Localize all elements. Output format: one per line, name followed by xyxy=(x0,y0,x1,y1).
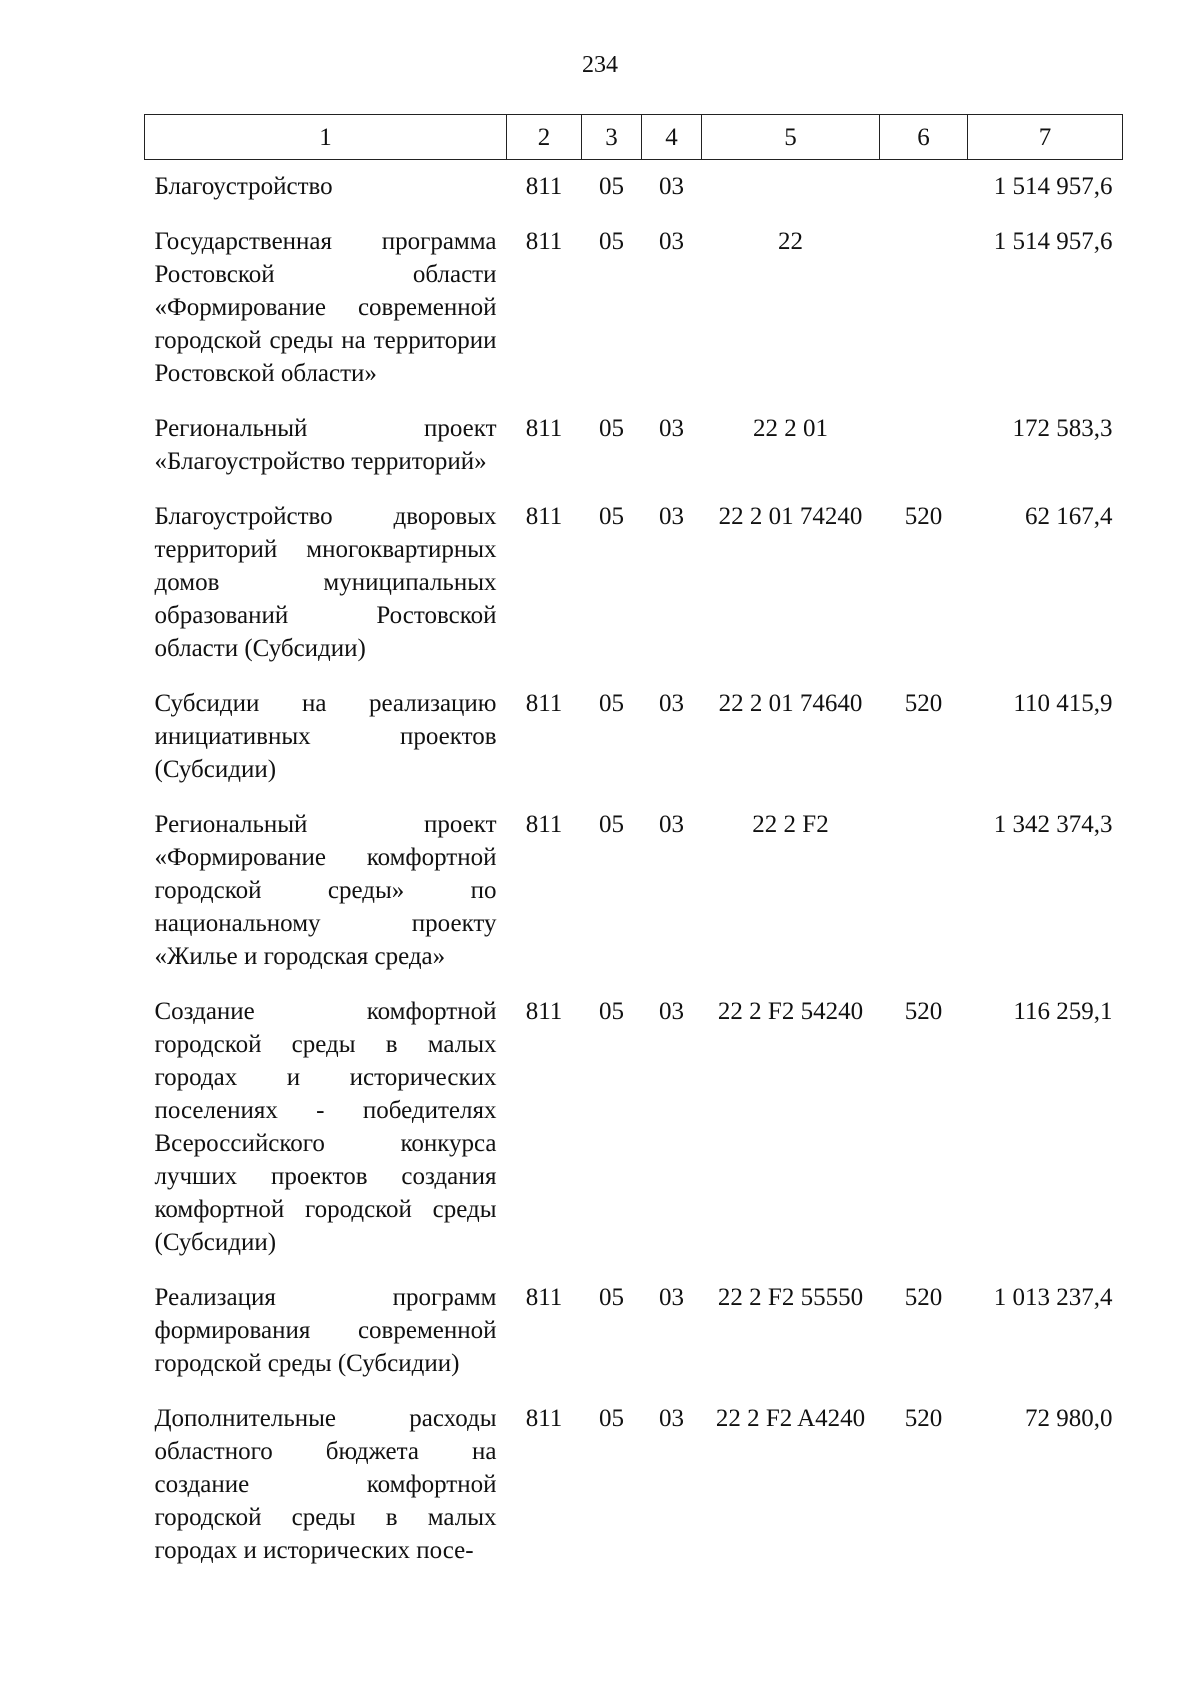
row-ministry-code: 811 xyxy=(525,1284,563,1311)
row-ministry-code: 811 xyxy=(525,690,563,717)
table-row xyxy=(145,402,1123,490)
header-col-6: 6 xyxy=(880,115,968,160)
table-body xyxy=(145,160,1123,1580)
table-row xyxy=(145,1392,1123,1579)
header-col-1: 1 xyxy=(145,115,507,160)
row-name-cell: Дополнительные расходы областного бюджета на создание комфортной городской среды в малых городах и исторических посе- xyxy=(154,1405,497,1564)
row-subsection-code: 03 xyxy=(659,173,684,200)
row-amount: 116 259,1 xyxy=(1013,998,1113,1025)
row-expense-type: 520 xyxy=(904,1284,943,1311)
row-ministry-code: 811 xyxy=(525,173,563,200)
row-amount: 110 415,9 xyxy=(1013,690,1113,717)
row-expense-type xyxy=(880,160,968,216)
row-amount: 62 167,4 xyxy=(1025,503,1113,530)
row-name-cell: Реализация программ формирования современной городской среды (Субсидии) xyxy=(154,1284,497,1377)
row-subsection-code: 03 xyxy=(659,503,684,530)
row-section-code: 05 xyxy=(599,415,624,442)
row-amount: 72 980,0 xyxy=(1025,1405,1113,1432)
header-col-7: 7 xyxy=(968,115,1123,160)
row-name-cell: Благоустройство xyxy=(154,173,333,200)
table-row xyxy=(145,677,1123,798)
row-section-code: 05 xyxy=(599,228,624,255)
row-expense-type: 520 xyxy=(904,503,943,530)
row-expense-type xyxy=(880,798,968,985)
row-subsection-code: 03 xyxy=(659,811,684,838)
row-name-cell: Государственная программа Ростовской области «Формирование современной городской среды на территории Ростовской области» xyxy=(154,228,497,387)
row-target-article xyxy=(702,160,880,216)
row-expense-type xyxy=(880,215,968,402)
row-section-code: 05 xyxy=(599,1405,624,1432)
row-name-cell: Региональный проект «Благоустройство территорий» xyxy=(154,415,497,475)
row-name-cell: Благоустройство дворовых территорий многоквартирных домов муниципальных образований Ростовской области (Субсидии) xyxy=(154,503,497,662)
budget-table xyxy=(144,114,1123,1579)
row-section-code: 05 xyxy=(599,503,624,530)
row-name-cell: Субсидии на реализацию инициативных проектов (Субсидии) xyxy=(154,690,497,783)
row-target-article: 22 xyxy=(778,228,803,255)
row-subsection-code: 03 xyxy=(659,1405,684,1432)
row-amount: 1 013 237,4 xyxy=(993,1284,1113,1311)
page-number: 234 xyxy=(582,52,618,78)
row-ministry-code: 811 xyxy=(525,228,563,255)
table-row xyxy=(145,1271,1123,1392)
row-ministry-code: 811 xyxy=(525,415,563,442)
row-target-article: 22 2 01 74640 xyxy=(718,690,863,717)
table-row xyxy=(145,490,1123,677)
row-expense-type: 520 xyxy=(904,690,943,717)
table-row xyxy=(145,798,1123,985)
row-target-article: 22 2 F2 xyxy=(752,811,829,838)
table-row xyxy=(145,985,1123,1271)
row-subsection-code: 03 xyxy=(659,1284,684,1311)
row-target-article: 22 2 01 xyxy=(753,415,828,442)
row-target-article: 22 2 F2 A4240 xyxy=(715,1405,866,1432)
row-expense-type: 520 xyxy=(904,998,943,1025)
row-section-code: 05 xyxy=(599,173,624,200)
header-col-3: 3 xyxy=(582,115,642,160)
row-ministry-code: 811 xyxy=(525,503,563,530)
row-amount: 172 583,3 xyxy=(1012,415,1113,442)
row-expense-type: 520 xyxy=(904,1405,943,1432)
row-name-cell: Создание комфортной городской среды в малых городах и исторических поселениях - победителях Всероссийского конкурса лучших проектов создания комфортной городской среды (Субсидии) xyxy=(154,998,497,1256)
row-subsection-code: 03 xyxy=(659,228,684,255)
table-row xyxy=(145,160,1123,216)
row-section-code: 05 xyxy=(599,1284,624,1311)
header-col-4: 4 xyxy=(642,115,702,160)
table-header xyxy=(145,115,1123,160)
row-section-code: 05 xyxy=(599,998,624,1025)
row-amount: 1 514 957,6 xyxy=(993,228,1113,255)
row-subsection-code: 03 xyxy=(659,998,684,1025)
row-target-article: 22 2 F2 54240 xyxy=(717,998,864,1025)
row-subsection-code: 03 xyxy=(659,690,684,717)
row-ministry-code: 811 xyxy=(525,1405,563,1432)
row-amount: 1 342 374,3 xyxy=(993,811,1113,838)
row-section-code: 05 xyxy=(599,811,624,838)
row-target-article: 22 2 01 74240 xyxy=(718,503,863,530)
row-subsection-code: 03 xyxy=(659,415,684,442)
row-expense-type xyxy=(880,402,968,490)
header-row xyxy=(145,115,1123,160)
row-name-cell: Региональный проект «Формирование комфортной городской среды» по национальному проекту «Жилье и городская среда» xyxy=(154,811,497,970)
row-ministry-code: 811 xyxy=(525,998,563,1025)
row-ministry-code: 811 xyxy=(525,811,563,838)
table-row xyxy=(145,215,1123,402)
row-target-article: 22 2 F2 55550 xyxy=(717,1284,864,1311)
header-col-5: 5 xyxy=(702,115,880,160)
row-section-code: 05 xyxy=(599,690,624,717)
header-col-2: 2 xyxy=(507,115,582,160)
row-amount: 1 514 957,6 xyxy=(993,173,1113,200)
